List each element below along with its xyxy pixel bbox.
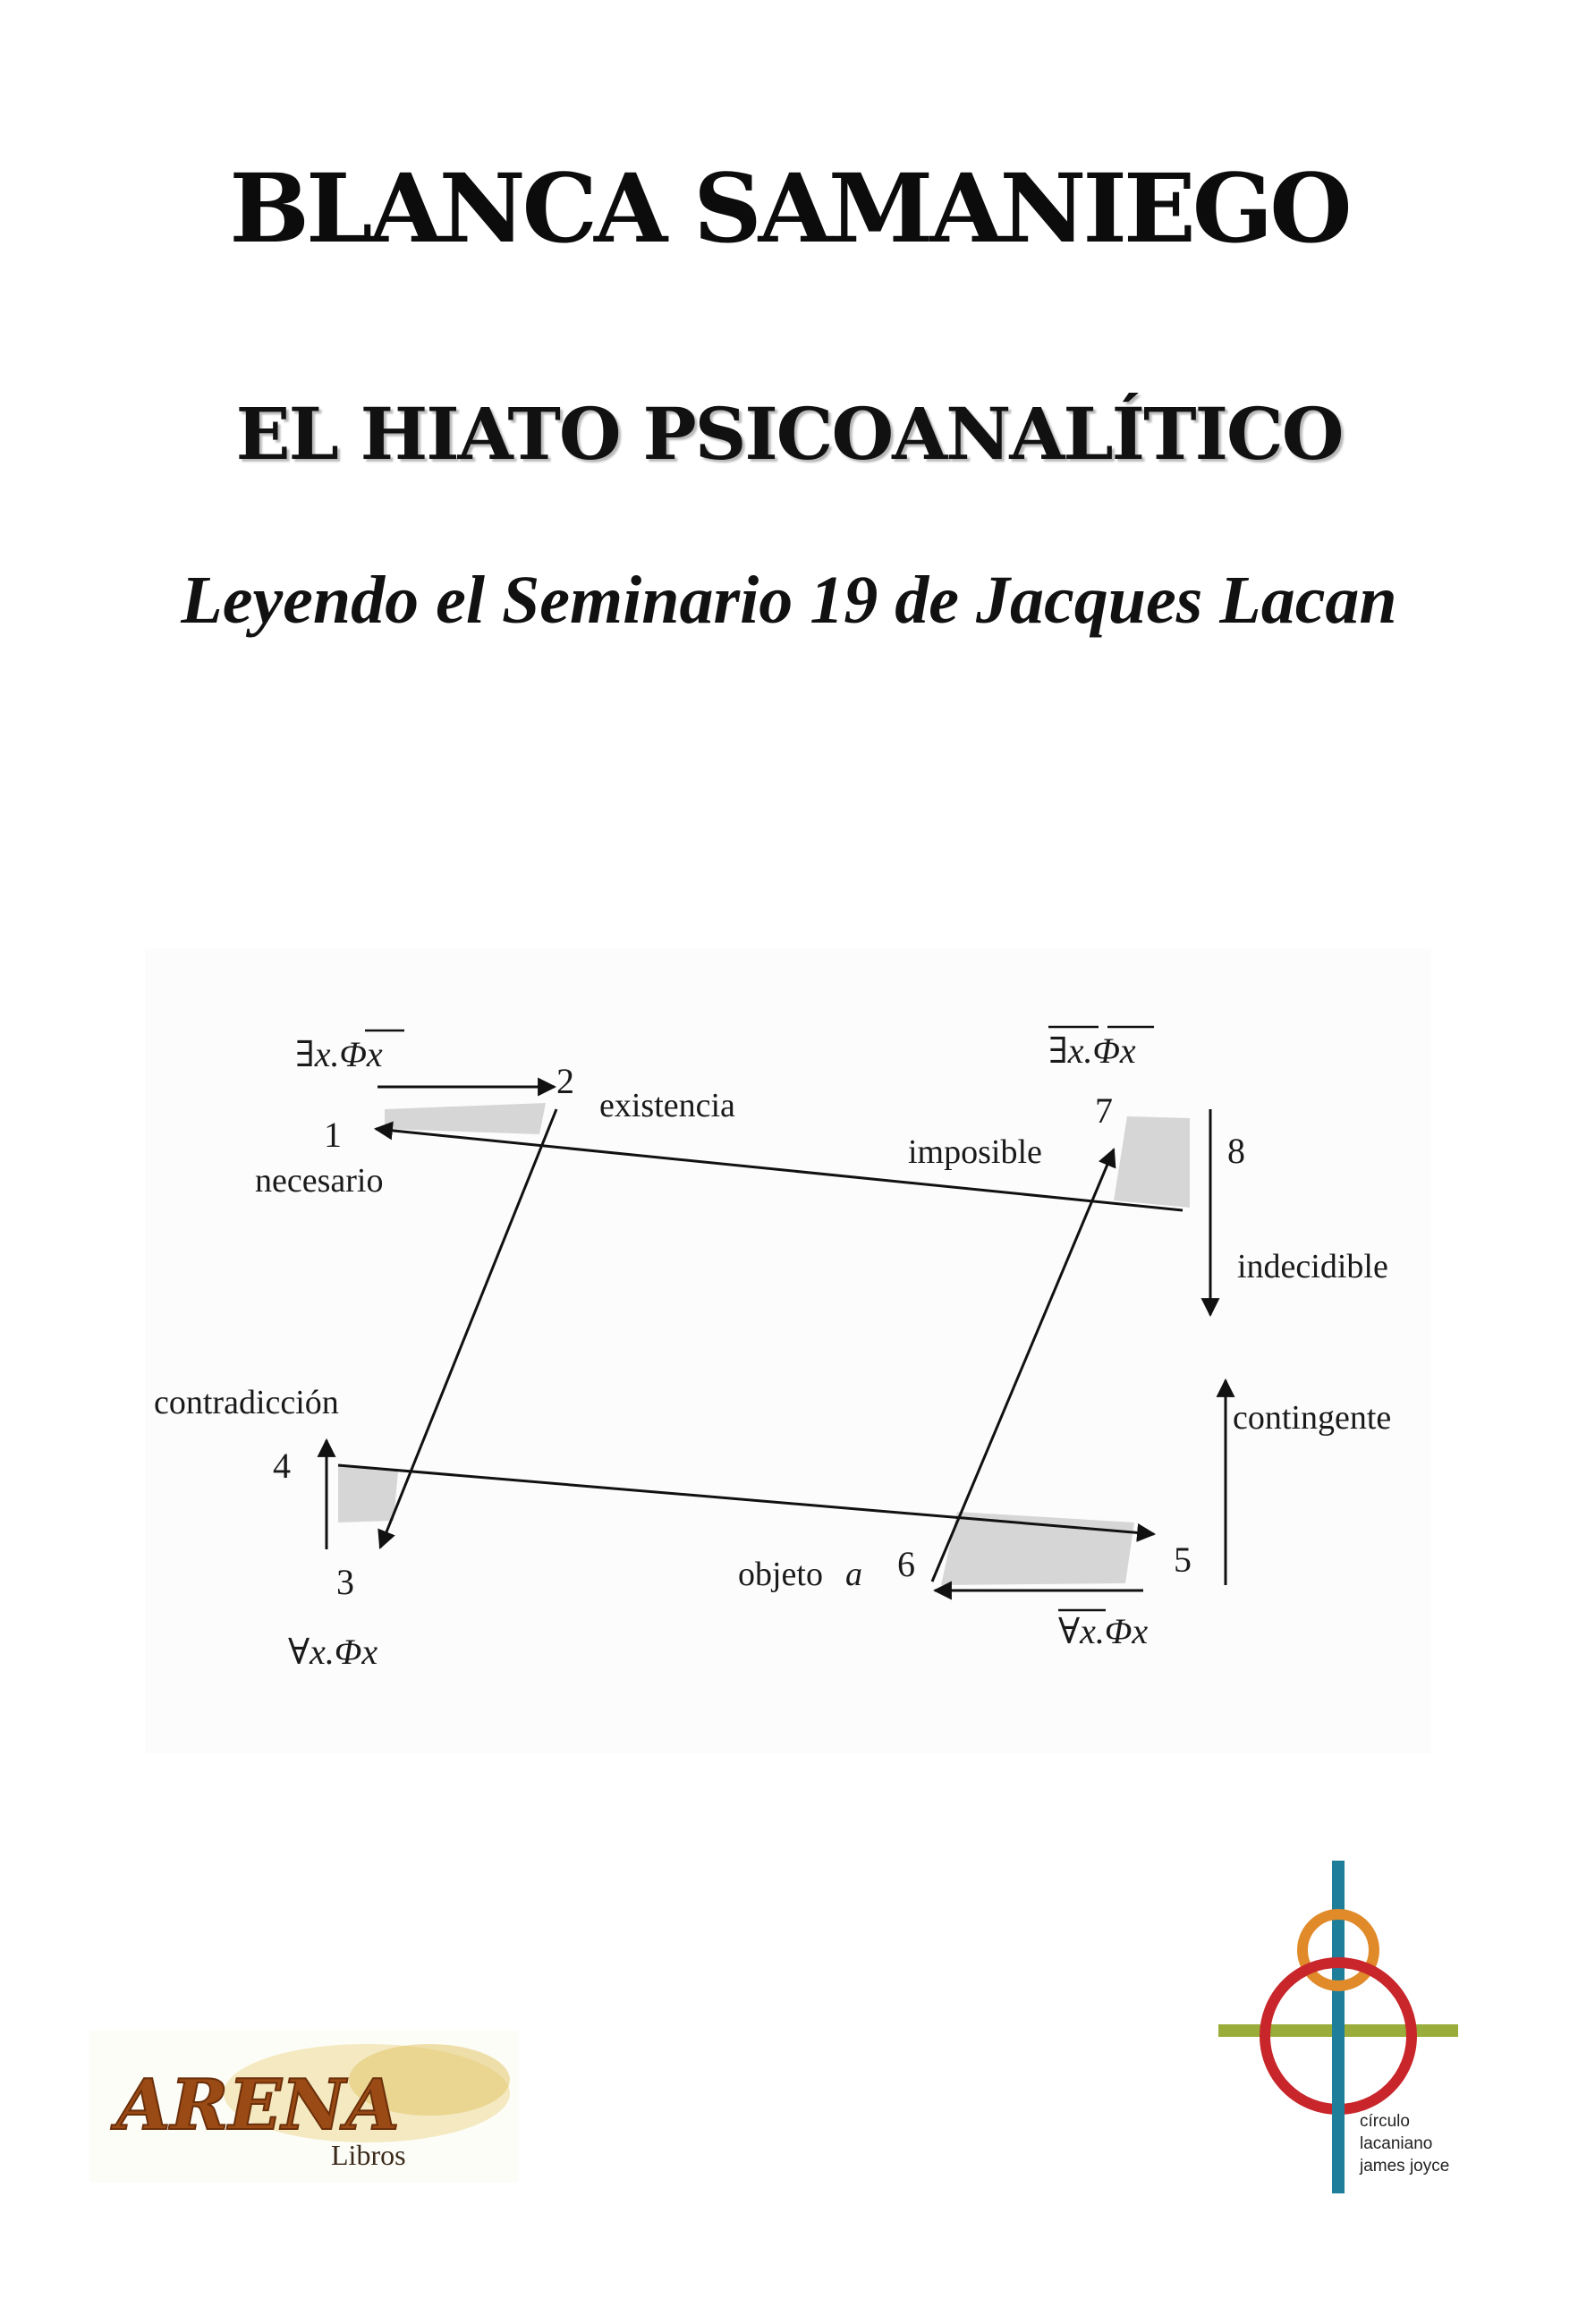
logo-text-line2: lacaniano bbox=[1360, 2134, 1433, 2153]
label-contradiccion: contradicción bbox=[154, 1384, 339, 1421]
formula-top-left: ∃x.Φx bbox=[295, 1034, 383, 1074]
vertex-number-1: 1 bbox=[324, 1115, 342, 1155]
shade-corner-1 bbox=[385, 1103, 546, 1134]
label-objeto: objeto bbox=[738, 1556, 823, 1593]
vertex-number-4: 4 bbox=[273, 1446, 291, 1486]
label-indecidible: indecidible bbox=[1237, 1248, 1388, 1285]
vertex-number-2: 2 bbox=[556, 1061, 574, 1101]
vertex-number-8: 8 bbox=[1227, 1131, 1245, 1171]
shade-corner-7 bbox=[1114, 1116, 1190, 1208]
shade-corner-6 bbox=[941, 1512, 1134, 1585]
vertex-number-5: 5 bbox=[1174, 1539, 1192, 1580]
label-contingente: contingente bbox=[1233, 1399, 1392, 1437]
publisher-logo bbox=[89, 2031, 519, 2183]
vertex-number-6: 6 bbox=[897, 1544, 915, 1584]
book-subtitle: Leyendo el Seminario 19 de Jacques Lacan bbox=[181, 563, 1397, 638]
label-existencia: existencia bbox=[599, 1087, 735, 1124]
line-4-to-5 bbox=[338, 1465, 1154, 1534]
label-imposible: imposible bbox=[908, 1133, 1042, 1171]
shade-corner-4 bbox=[338, 1465, 398, 1522]
formula-bottom-left: ∀x.Φx bbox=[288, 1632, 378, 1672]
libros-wordmark: Libros bbox=[331, 2139, 406, 2171]
line-8-to-1 bbox=[376, 1129, 1183, 1210]
vertex-number-7: 7 bbox=[1095, 1090, 1113, 1131]
formula-bottom-right: ∀x.Φx bbox=[1058, 1611, 1149, 1651]
logo-text-line3: james joyce bbox=[1360, 2157, 1450, 2176]
label-objeto-a: a bbox=[845, 1556, 862, 1593]
label-necesario: necesario bbox=[255, 1162, 384, 1200]
book-title: EL HIATO PSICOANALÍTICO bbox=[235, 392, 1343, 476]
arena-wordmark: ARENA bbox=[116, 2065, 400, 2146]
arena-libros-logo bbox=[89, 2031, 519, 2183]
logo-text-line1: círculo bbox=[1360, 2112, 1410, 2131]
circulo-lacaniano-logo bbox=[1208, 1861, 1476, 2218]
author-name: BLANCA SAMANIEGO bbox=[229, 152, 1349, 264]
vertex-number-3: 3 bbox=[336, 1562, 354, 1602]
formula-top-right: ∃x.Φx bbox=[1048, 1031, 1136, 1071]
